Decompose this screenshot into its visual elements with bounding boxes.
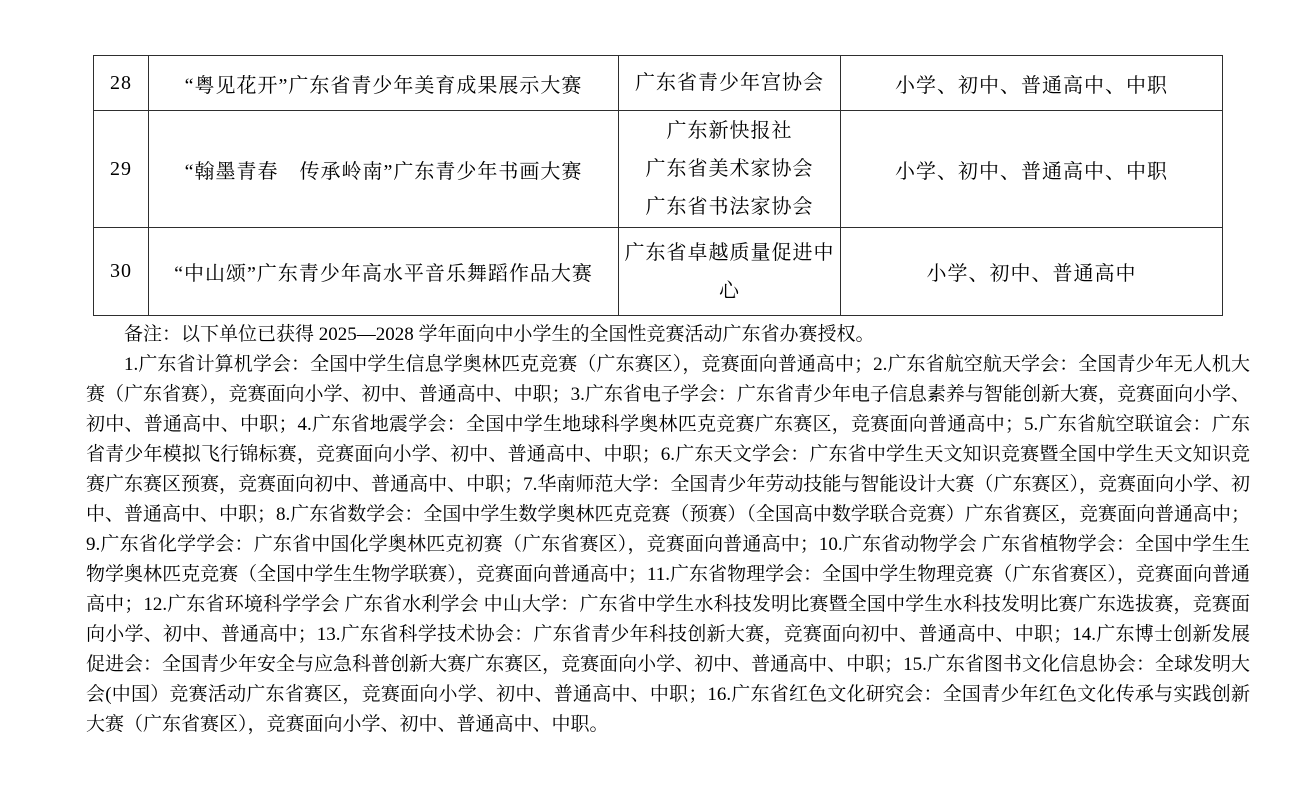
organizer-name: 广东省书法家协会 xyxy=(645,196,814,218)
organizer-cell xyxy=(619,228,841,316)
competitions-table-body xyxy=(94,56,1223,316)
competition-name-cell: “翰墨青春 传承岭南”广东青少年书画大赛 xyxy=(149,111,619,228)
notes-intro: 备注：以下单位已获得 2025—2028 学年面向中小学生的全国性竞赛活动广东省办赛授权。 xyxy=(124,324,875,345)
row-number-cell: 28 xyxy=(94,56,149,111)
organizer-name: 广东省卓越质量促进中心 xyxy=(624,241,835,302)
competitions-table xyxy=(93,55,1223,316)
competition-name-cell: “中山颂”广东青少年高水平音乐舞蹈作品大赛 xyxy=(149,228,619,316)
audience-cell: 小学、初中、普通高中、中职 xyxy=(841,56,1223,111)
table-row xyxy=(94,111,1223,228)
organizer-name: 广东省美术家协会 xyxy=(645,158,814,180)
notes-body: 1.广东省计算机学会：全国中学生信息学奥林匹克竞赛（广东赛区），竞赛面向普通高中；2.广东省航空航天学会：全国青少年无人机大赛（广东省赛），竞赛面向小学、初中、普通高中、中职；3.广东省电子学会：广东省青少年电子信息素养与智能创新大赛，竞赛面向小学、初中、普通高中、中职；4.广东省地震学会：全国中学生地球科学奥林匹克竞赛广东赛区，竞赛面向普通高中；5.广东省航空联谊会：广东省青少年模拟飞行锦标赛，竞赛面向小学、初中、普通高中、中职；6.广东天文学会：广东省中学生天文知识竞赛暨全国中学生天文知识竞赛广东赛区预赛，竞赛面向初中、普通高中、中职；7.华南师范大学：全国青少年劳动技能与智能设计大赛（广东赛区），竞赛面向小学、初中、普通高中、中职；8.广东省数学会：全国中学生数学奥林匹克竞赛（预赛）（全国高中数学联合竞赛）广东省赛区，竞赛面向普通高中；9.广东省化学学会：广东省中国化学奥林匹克初赛（广东省赛区），竞赛面向普通高中；10.广东省动物学会 广东省植物学会：全国中学生生物学奥林匹克竞赛（全国中学生生物学联赛），竞赛面向普通高中；11.广东省物理学会：全国中学生物理竞赛（广东省赛区），竞赛面向普通高中；12.广东省环境科学学会 广东省水利学会 中山大学：广东省中学生水科技发明比赛暨全国中学生水科技发明比赛广东选拔赛，竞赛面向小学、初中、普通高中；13.广东省科学技术协会：广东省青少年科技创新大赛，竞赛面向初中、普通高中、中职；14.广东博士创新发展促进会：全国青少年安全与应急科普创新大赛广东赛区，竞赛面向小学、初中、普通高中、中职；15.广东省图书文化信息协会：全球发明大会(中国）竞赛活动广东省赛区，竞赛面向小学、初中、普通高中、中职；16.广东省红色文化研究会：全国青少年红色文化传承与实践创新大赛（广东省赛区），竞赛面向小学、初中、普通高中、中职。 xyxy=(86,354,1250,735)
row-number-cell: 30 xyxy=(94,228,149,316)
row-number-cell: 29 xyxy=(94,111,149,228)
notes-section xyxy=(86,320,1250,740)
audience-cell: 小学、初中、普通高中、中职 xyxy=(841,111,1223,228)
organizer-cell xyxy=(619,111,841,228)
table-row xyxy=(94,56,1223,111)
organizer-cell xyxy=(619,56,841,111)
audience-cell: 小学、初中、普通高中 xyxy=(841,228,1223,316)
organizer-name: 广东省青少年宫协会 xyxy=(635,72,824,94)
organizer-name: 广东新快报社 xyxy=(666,120,793,142)
table-row xyxy=(94,228,1223,316)
competition-name-cell: “粤见花开”广东省青少年美育成果展示大赛 xyxy=(149,56,619,111)
